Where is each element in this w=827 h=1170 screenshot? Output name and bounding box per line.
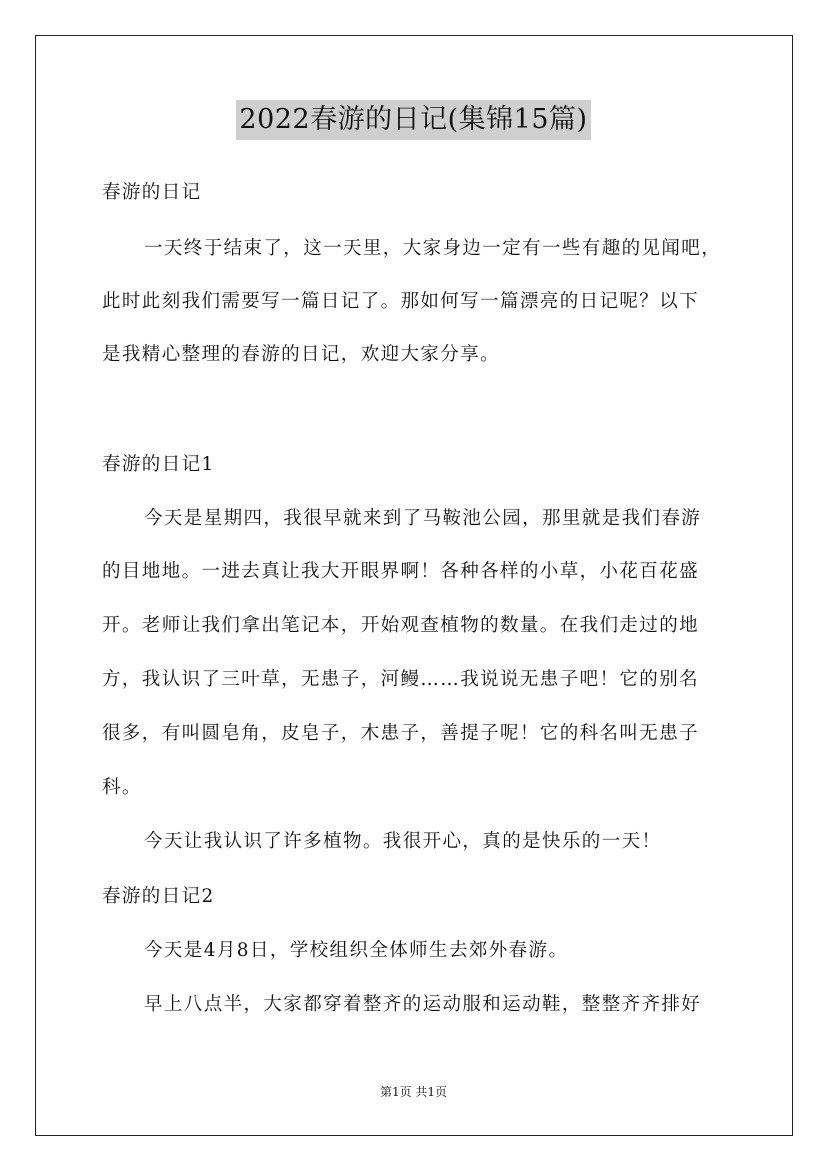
heading-diary-2: 春游的日记2 xyxy=(102,886,215,907)
diary1-line-7: 今天让我认识了许多植物。我很开心，真的是快乐的一天！ xyxy=(144,831,662,852)
intro-line-3: 是我精心整理的春游的日记，欢迎大家分享。 xyxy=(102,344,501,365)
diary1-line-1: 今天是星期四，我很早就来到了马鞍池公园，那里就是我们春游 xyxy=(144,508,702,529)
document-title: 2022春游的日记(集锦15篇) xyxy=(236,100,590,140)
diary1-line-6: 科。 xyxy=(102,777,142,798)
diary1-line-2: 的目地地。一进去真让我大开眼界啊！各种各样的小草，小花百花盛 xyxy=(102,561,700,582)
document-title-wrap xyxy=(0,100,827,140)
diary1-line-5: 很多，有叫圆皂角，皮皂子，木患子，善提子呢！它的科名叫无患子 xyxy=(102,723,700,744)
heading-diary: 春游的日记 xyxy=(102,182,202,203)
page-footer: 第1页 共1页 xyxy=(379,1085,448,1099)
intro-line-2: 此时此刻我们需要写一篇日记了。那如何写一篇漂亮的日记呢？以下 xyxy=(102,291,700,312)
diary2-line-1: 今天是4月8日，学校组织全体师生去郊外春游。 xyxy=(144,940,569,961)
diary1-line-3: 开。老师让我们拿出笔记本，开始观查植物的数量。在我们走过的地 xyxy=(102,615,700,636)
intro-line-1: 一天终于结束了，这一天里，大家身边一定有一些有趣的见闻吧， xyxy=(144,238,722,259)
heading-diary-1: 春游的日记1 xyxy=(102,454,215,475)
diary2-line-2: 早上八点半，大家都穿着整齐的运动服和运动鞋，整整齐齐排好 xyxy=(144,994,702,1015)
diary1-line-4: 方，我认识了三叶草，无患子，河鳗……我说说无患子吧！它的别名 xyxy=(102,669,700,690)
